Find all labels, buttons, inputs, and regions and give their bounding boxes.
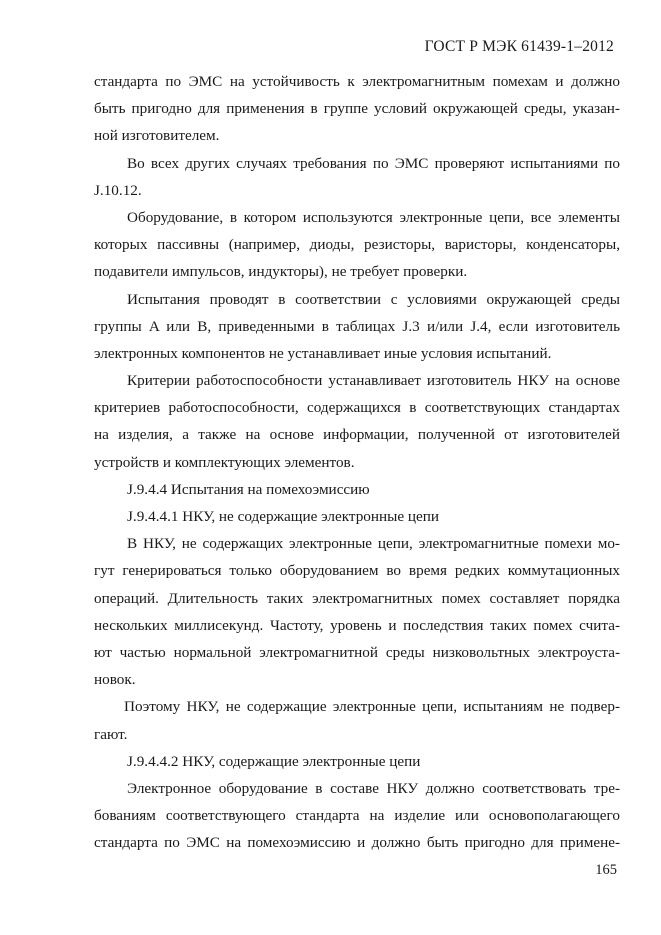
text-line: гают. — [94, 725, 128, 743]
text-line: электронных компонентов не устанавливает иные условия испытаний. — [94, 344, 552, 362]
text-line: быть пригодно для применения в группе условий окружающей среды, указан- — [94, 100, 620, 118]
text-line: Электронное оборудование в составе НКУ должно соответствовать тре- — [127, 779, 620, 797]
paragraph — [94, 204, 620, 286]
text-line: устройств и комплектующих элементов. — [94, 453, 355, 471]
text-line: критериев работоспособности, содержащихся в соответствующих стандартах — [94, 399, 620, 417]
text-line: группы A или B, приведенными в таблицах J.3 и/или J.4, если изготовитель — [94, 317, 620, 335]
text-line: Критерии работоспособности устанавливает изготовитель НКУ на основе — [127, 372, 620, 390]
text-line: Во всех других случаях требования по ЭМС проверяют испытаниями по — [127, 154, 620, 172]
text-line: подавители импульсов, индукторы), не требует проверки. — [94, 263, 468, 281]
text-line: стандарта по ЭМС на помехоэмиссию и должно быть пригодно для примене- — [94, 834, 620, 852]
text-line: В НКУ, не содержащих электронные цепи, электромагнитные помехи мо- — [127, 535, 620, 553]
paragraph — [94, 367, 620, 476]
text-line: нескольких миллисекунд. Частоту, уровень и последствия таких помех счита- — [94, 616, 620, 634]
text-line: на изделия, а также на основе информации, полученной от изготовителей — [94, 426, 620, 444]
paragraph — [94, 68, 620, 150]
heading-text: J.9.4.4.1 НКУ, не содержащие электронные цепи — [127, 508, 440, 525]
heading-text: J.9.4.4 Испытания на помехоэмиссию — [127, 480, 370, 498]
text-line: J.10.12. — [94, 181, 142, 199]
text-line: Оборудование, в котором используются электронные цепи, все элементы — [127, 208, 620, 226]
text-line: которых пассивны (например, диоды, резисторы, варисторы, конденсаторы, — [94, 236, 620, 254]
text-line: бованиям соответствующего стандарта на изделие или основополагающего — [94, 807, 620, 825]
section-heading — [94, 476, 620, 503]
paragraph — [94, 150, 620, 204]
page-body — [94, 68, 620, 856]
text-line: ной изготовителем. — [94, 127, 220, 145]
paragraph — [94, 530, 620, 693]
text-line: ют частью нормальной электромагнитной среды низковольтных электроуста- — [94, 643, 620, 661]
text-line: Испытания проводят в соответствии с условиями окружающей среды — [127, 290, 620, 308]
paragraph — [94, 693, 620, 747]
text-line: Поэтому НКУ, не содержащие электронные цепи, испытаниям не подвер- — [124, 698, 620, 716]
page-number: 165 — [595, 862, 617, 878]
paragraph — [94, 775, 620, 857]
subsection-heading — [94, 503, 620, 530]
heading-text: J.9.4.4.2 НКУ, содержащие электронные цепи — [127, 752, 421, 770]
text-line: гут генерироваться только оборудованием во время редких коммутационных — [94, 562, 620, 580]
text-line: новок. — [94, 671, 136, 689]
text-line: стандарта по ЭМС на устойчивость к электромагнитным помехам и должно — [94, 73, 620, 90]
subsection-heading — [94, 748, 620, 775]
paragraph — [94, 286, 620, 368]
text-line: операций. Длительность таких электромагнитных помех составляет порядка — [94, 589, 620, 607]
document-header: ГОСТ Р МЭК 61439-1–2012 — [424, 38, 614, 55]
